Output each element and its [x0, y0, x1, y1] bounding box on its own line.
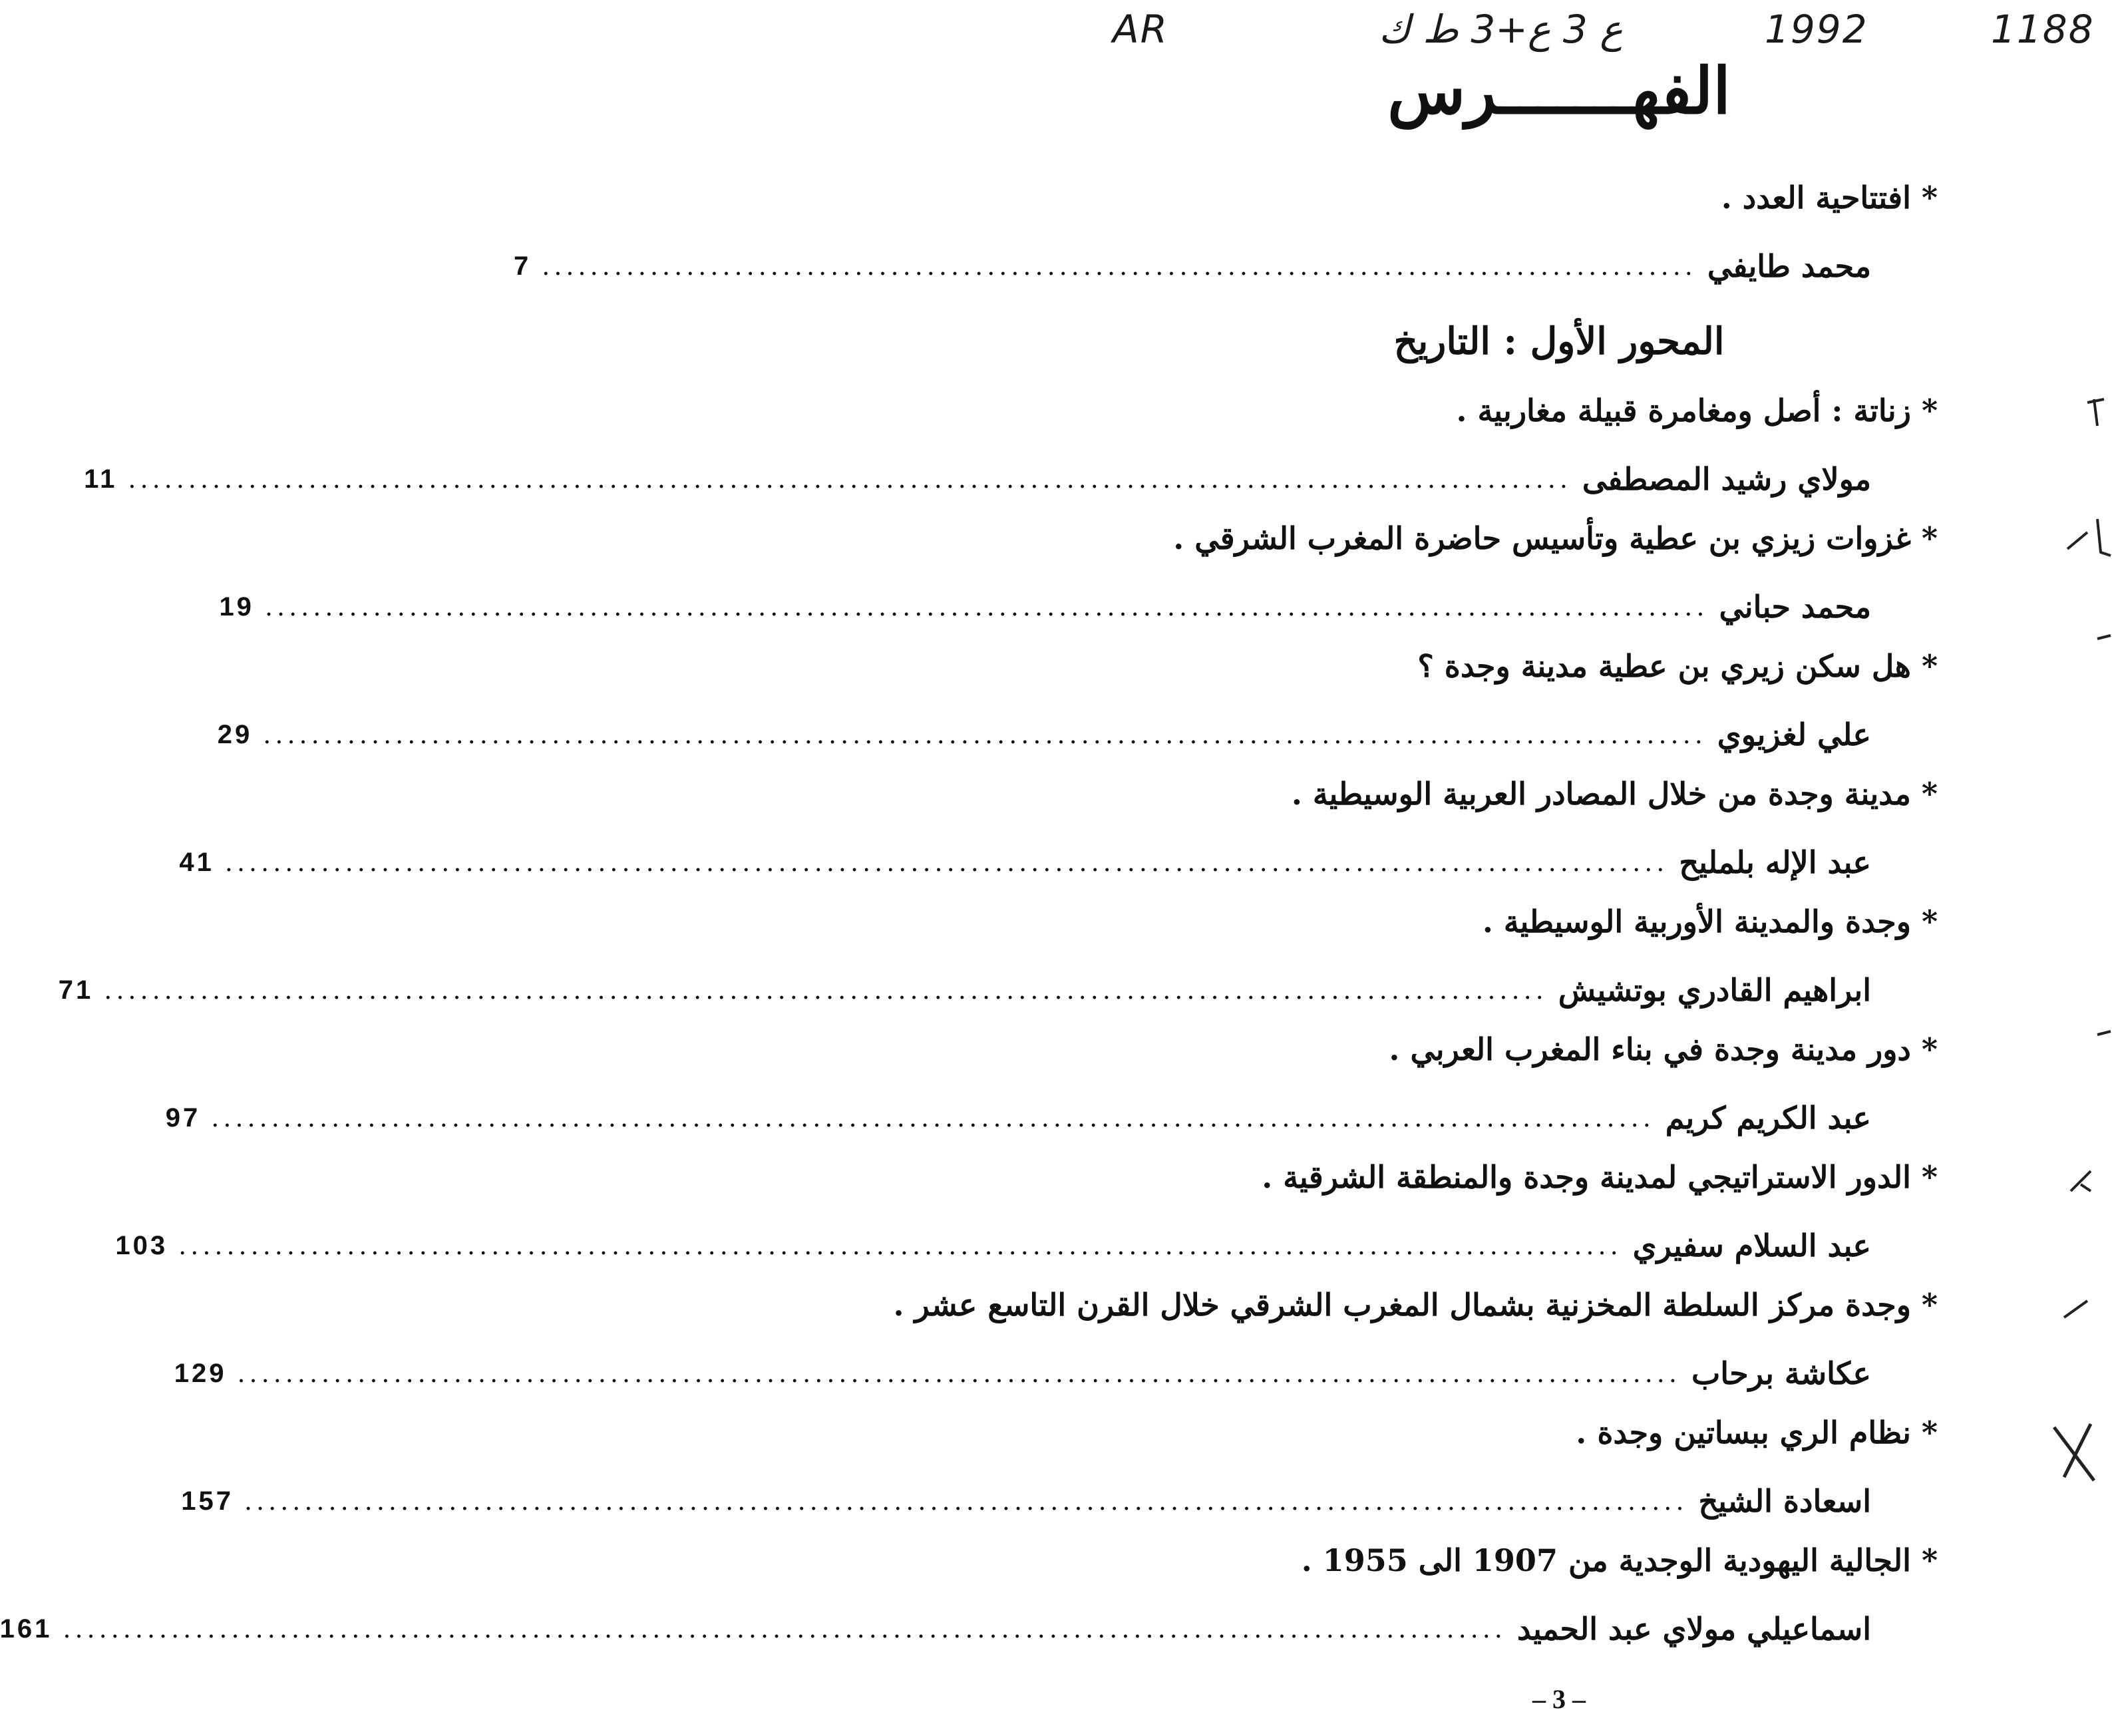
toc-entry-author-row [179, 839, 1938, 886]
toc-entry-author-row [165, 1095, 1938, 1141]
handwritten-note-1: AR [1113, 7, 1168, 52]
toc-entry-title: * زناتة : أصل ومغامرة قبيلة مغاربية . [1456, 393, 1938, 429]
toc-entry-author: اسماعيلي مولاي عبد الحميد [1516, 1611, 1871, 1647]
toc-entry-title-row [1059, 776, 1938, 822]
leader-dots: ........................................................................................................................ [244, 1486, 1688, 1516]
margin-mark-2 [2067, 519, 2111, 556]
handwritten-note-4: 1188 [1991, 7, 2095, 52]
toc-entry-author-row [58, 967, 1938, 1013]
leader-dots: ........................................................................................................................ [104, 975, 1548, 1005]
toc-entry-author: اسعادة الشيخ [1698, 1483, 1871, 1519]
leader-dots: ........................................................................................................................ [237, 1359, 1681, 1388]
toc-entry-title-row [1059, 393, 1938, 439]
margin-mark-7 [2054, 1424, 2094, 1480]
toc-entry-author: مولاي رشيد المصطفى [1582, 461, 1871, 497]
page-title: الفهـــــــرس [1387, 53, 1731, 128]
toc-entry-author: ابراهيم القادري بوتشيش [1558, 972, 1871, 1008]
leader-dots: ........................................................................................................................ [264, 592, 1709, 621]
toc-entry-title: * هل سكن زيري بن عطية مدينة وجدة ؟ [1417, 648, 1938, 684]
toc-entry-title-row [1059, 904, 1938, 950]
leader-dots: ........................................................................................................................ [224, 848, 1669, 877]
toc-entry-author: عبد الإله بلمليح [1679, 844, 1871, 880]
toc-entry-author-row [181, 1478, 1938, 1524]
toc-entry-author: علي لغزيوي [1717, 717, 1871, 753]
leader-dots: ........................................................................................................................ [128, 464, 1572, 494]
toc-entry-title-row [1059, 1415, 1938, 1461]
toc-entry-author: عبد السلام سفيري [1632, 1228, 1871, 1264]
toc-entry-author: محمد طايفي [1707, 248, 1871, 284]
toc-entry-title-row [893, 1287, 1938, 1333]
toc-entry-page: 41 [179, 847, 214, 877]
leader-dots: ........................................................................................................................ [63, 1614, 1506, 1644]
leader-dots: ........................................................................................................................ [178, 1231, 1622, 1260]
toc-entry-title: * الجالية اليهودية الوجدية من 1907 الى 1955 . [1301, 1542, 1938, 1578]
toc-entry-author-row [115, 1222, 1938, 1269]
toc-entry-title-row [1059, 648, 1938, 695]
toc-entry-title: * افتتاحية العدد . [1721, 180, 1938, 216]
toc-entry-page: 161 [0, 1614, 53, 1644]
toc-entry-title: * دور مدينة وجدة في بناء المغرب العربي . [1389, 1031, 1938, 1067]
page-number-footer: – 3 – [1532, 1684, 1586, 1714]
opening-item-row [1059, 180, 1938, 226]
toc-entry-page: 157 [181, 1486, 234, 1516]
toc-entry-title-row [1059, 1542, 1938, 1589]
toc-entry-author: عكاشة برحاب [1691, 1355, 1871, 1391]
toc-entry-title: * مدينة وجدة من خلال المصادر العربية الوسيطية . [1291, 776, 1938, 812]
margin-mark-5 [2071, 1171, 2091, 1191]
toc-entry-page: 11 [84, 464, 118, 494]
toc-entry-title-row [1059, 520, 1938, 567]
margin-mark-3 [2097, 635, 2111, 639]
toc-entry-author-row [217, 711, 1938, 758]
handwritten-note-3: 1992 [1765, 7, 1868, 52]
toc-entry-author-row [219, 584, 1938, 630]
toc-entry-title: * وجدة والمدينة الأوربية الوسيطية . [1482, 904, 1938, 940]
opening-author-row [514, 243, 1938, 289]
toc-entry-page: 103 [115, 1230, 168, 1260]
handwritten-note-2: ع 3 ع+3 ط ك [1379, 7, 1623, 52]
leader-dots: ........................................................................................................................ [263, 720, 1707, 749]
margin-mark-1 [2087, 399, 2104, 426]
toc-entry-title: * وجدة مركز السلطة المخزنية بشمال المغرب الشرقي خلال القرن التاسع عشر . [893, 1287, 1938, 1323]
toc-entry-page: 29 [217, 719, 253, 749]
toc-entry-title-row [1059, 1159, 1938, 1206]
section-heading: المحور الأول : التاريخ [1393, 319, 1725, 363]
leader-dots: ........................................................................................................................ [211, 1103, 1655, 1132]
toc-entry-author-row [84, 456, 1938, 502]
toc-entry-page: 129 [174, 1358, 227, 1388]
toc-entry-title: * نظام الري ببساتين وجدة . [1576, 1415, 1938, 1451]
toc-entry-title-row [1059, 1031, 1938, 1078]
leader-dots: ................................................................................................ [542, 252, 1697, 281]
toc-entry-page: 71 [58, 975, 94, 1005]
toc-entry-author-row [174, 1350, 1938, 1397]
toc-entry-title: * غزوات زيزي بن عطية وتأسيس حاضرة المغرب الشرقي . [1173, 520, 1938, 556]
margin-mark-4 [2097, 1031, 2111, 1035]
toc-entry-title: * الدور الاستراتيجي لمدينة وجدة والمنطقة الشرقية . [1262, 1159, 1938, 1195]
toc-entry-author-row [0, 1606, 1938, 1652]
toc-entry-page: 7 [514, 251, 532, 281]
toc-entry-author: محمد حباني [1719, 589, 1871, 625]
toc-entry-page: 97 [165, 1103, 201, 1132]
toc-entry-author: عبد الكريم كريم [1665, 1100, 1871, 1136]
margin-mark-6 [2064, 1301, 2087, 1317]
toc-entry-page: 19 [219, 592, 254, 621]
